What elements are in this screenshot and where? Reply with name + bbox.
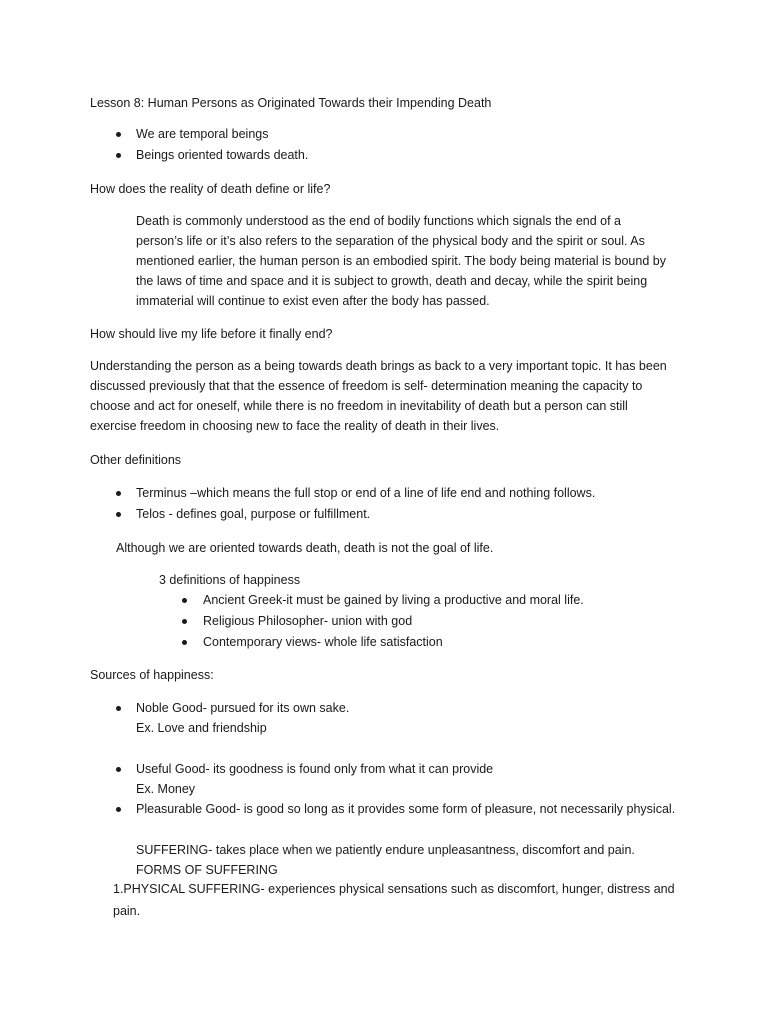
suffering-definition: SUFFERING- takes place when we patiently endure unpleasantness, discomfort and pain. (136, 843, 635, 857)
bullet-dot (116, 807, 121, 812)
goal-statement: Although we are oriented towards death, death is not the goal of life. (116, 541, 494, 555)
other-definitions-heading: Other definitions (90, 453, 182, 467)
intro-bullet-1: We are temporal beings (136, 127, 269, 141)
bullet-dot (116, 491, 121, 496)
q1-answer-line: immaterial will continue to exist even after the body has passed. (136, 294, 490, 308)
q1-answer-line: mentioned earlier, the human person is an embodied spirit. The body being material is bound by (136, 254, 666, 268)
bullet-dot (116, 767, 121, 772)
source-2-example: Ex. Money (136, 782, 196, 796)
q1-answer-line: Death is commonly understood as the end of bodily functions which signals the end of a (136, 214, 622, 228)
bullet-dot (116, 512, 121, 517)
bullet-dot (182, 640, 187, 645)
q2-answer-line: exercise freedom in choosing new to face the reality of death in their lives. (90, 419, 500, 433)
happiness-heading: 3 definitions of happiness (159, 573, 301, 587)
lesson-title: Lesson 8: Human Persons as Originated Towards their Impending Death (90, 96, 492, 110)
q2-answer-line: discussed previously that that the essence of freedom is self- determination meaning the capacity to (90, 379, 643, 393)
bullet-dot (116, 153, 121, 158)
intro-bullet-2: Beings oriented towards death. (136, 148, 309, 162)
q1-answer-line: person’s life or it’s also refers to the separation of the physical body and the spirit or soul. As (136, 234, 645, 248)
source-2-label: Useful Good- its goodness is found only from what it can provide (136, 762, 494, 776)
other-definition-1: Terminus –which means the full stop or end of a line of life end and nothing follows. (136, 486, 596, 500)
sources-heading: Sources of happiness: (90, 668, 214, 682)
happiness-definition-2: Religious Philosopher- union with god (203, 614, 413, 628)
bullet-dot (182, 598, 187, 603)
source-1-example: Ex. Love and friendship (136, 721, 267, 735)
happiness-definition-3: Contemporary views- whole life satisfaction (203, 635, 443, 649)
source-1-label: Noble Good- pursued for its own sake. (136, 701, 350, 715)
happiness-definition-1: Ancient Greek-it must be gained by living a productive and moral life. (203, 593, 584, 607)
forms-of-suffering-heading: FORMS OF SUFFERING (136, 863, 278, 877)
q2-answer-line: Understanding the person as a being towards death brings as back to a very important topic. It has been (90, 359, 667, 373)
physical-suffering-line-1: 1.PHYSICAL SUFFERING- experiences physical sensations such as discomfort, hunger, distress and (113, 882, 675, 896)
bullet-dot (116, 132, 121, 137)
question-2: How should live my life before it finally end? (90, 327, 333, 341)
physical-suffering-line-2: pain. (113, 904, 141, 918)
question-1: How does the reality of death define or life? (90, 182, 331, 196)
bullet-dot (116, 706, 121, 711)
q2-answer-line: choose and act for oneself, while there is no freedom in inevitability of death but a person can still (90, 399, 628, 413)
q1-answer-line: the laws of time and space and it is subject to growth, death and decay, while the spirit being (136, 274, 648, 288)
other-definition-2: Telos - defines goal, purpose or fulfillment. (136, 507, 371, 521)
bullet-dot (182, 619, 187, 624)
source-3-label: Pleasurable Good- is good so long as it provides some form of pleasure, not necessarily physical. (136, 802, 676, 816)
